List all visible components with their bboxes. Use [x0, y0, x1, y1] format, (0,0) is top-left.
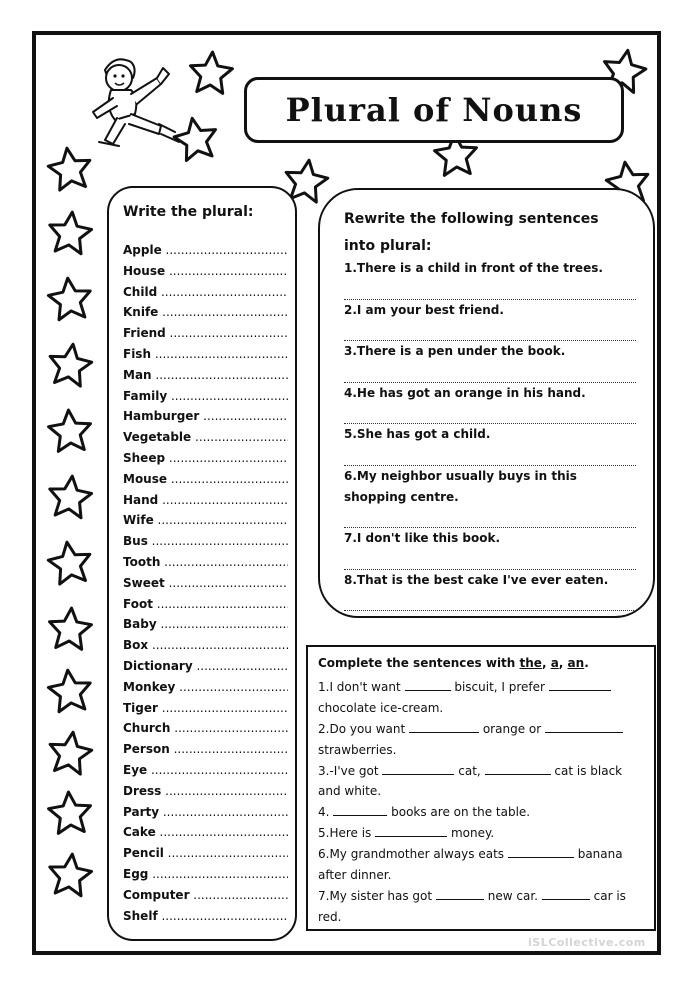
sentence-2-line-b: strawberries. — [318, 742, 397, 757]
noun-item: Sheep ..... — [123, 448, 288, 469]
sentence-4-line: 4. books are on the table. — [318, 805, 531, 820]
blank-6a[interactable] — [508, 845, 574, 858]
write-plural-heading: Write the plural: — [123, 204, 254, 220]
rewrite-list — [344, 258, 636, 611]
rewrite-sentence-4: 4.He has got an orange in his hand. — [344, 385, 586, 400]
noun-item: Vegetable ..... — [123, 427, 288, 448]
noun-item: Friend ..... — [123, 323, 288, 344]
noun-item: Man ..... — [123, 365, 288, 386]
rewrite-panel — [318, 188, 655, 618]
noun-item: Person ..... — [123, 739, 288, 760]
article-the: the — [519, 656, 542, 670]
noun-item: Tooth ..... — [123, 552, 288, 573]
blank-4a[interactable] — [333, 803, 387, 816]
noun-item: Wife ..... — [123, 510, 288, 531]
rewrite-sentence-7: 7.I don't like this book. — [344, 531, 501, 545]
answer-line-8[interactable] — [344, 591, 636, 612]
rewrite-sentence-6: 6.My neighbor usually buys in this shopping centre. — [344, 468, 577, 504]
sentence-1-line-b: chocolate ice-cream. — [318, 700, 444, 715]
sentence-7-line-a: 7.My sister has got new car. car is — [318, 888, 626, 903]
blank-7a[interactable] — [436, 887, 484, 900]
watermark: iSLCollective.com — [528, 936, 646, 949]
sentence-1-line-a: 1.I don't want biscuit, I prefer — [318, 677, 648, 698]
noun-item: Dictionary ..... — [123, 656, 288, 677]
answer-line-6[interactable] — [344, 508, 636, 529]
left-column-stars — [46, 145, 94, 896]
noun-item: Church ..... — [123, 718, 288, 739]
page-title: Plural of Nouns — [285, 91, 583, 129]
noun-item: Party ..... — [123, 802, 288, 823]
noun-item: Hand ..... — [123, 490, 288, 511]
noun-item: Egg ..... — [123, 864, 288, 885]
sentence-3-line-b: and white. — [318, 784, 382, 799]
sentence-5-line: 5.Here is money. — [318, 826, 495, 841]
noun-item: Mouse ..... — [123, 469, 288, 490]
write-plural-panel — [107, 186, 297, 941]
noun-list — [123, 240, 288, 926]
sentence-7-line-b: red. — [318, 909, 342, 924]
rewrite-sentence-5: 5.She has got a child. — [344, 427, 491, 441]
blank-7b[interactable] — [542, 887, 590, 900]
rewrite-sentence-3: 3.There is a pen under the book. — [344, 344, 566, 358]
ice-skater-illustration — [75, 48, 190, 163]
answer-line-7[interactable] — [344, 549, 636, 570]
noun-item: Knife ..... — [123, 302, 288, 323]
article-an: an — [567, 656, 585, 670]
noun-item: Computer ..... — [123, 885, 288, 906]
noun-item: Shelf ..... — [123, 906, 288, 927]
noun-item: Child ..... — [123, 282, 288, 303]
noun-item: Pencil ..... — [123, 843, 288, 864]
noun-item: Baby ..... — [123, 614, 288, 635]
noun-item: Bus ..... — [123, 531, 288, 552]
title-box — [244, 77, 624, 143]
articles-panel — [306, 645, 656, 931]
noun-item: Cake ..... — [123, 822, 288, 843]
sentence-2-line-a: 2.Do you want orange or — [318, 719, 648, 740]
noun-item: Tiger ..... — [123, 698, 288, 719]
sentence-6-line-b: after dinner. — [318, 868, 392, 883]
rewrite-sentence-1: 1.There is a child in front of the trees. — [344, 261, 603, 275]
blank-1b[interactable] — [549, 678, 611, 691]
answer-line-3[interactable] — [344, 362, 636, 383]
noun-item: Monkey ..... — [123, 677, 288, 698]
answer-line-1[interactable] — [344, 279, 636, 300]
blank-2b[interactable] — [545, 720, 623, 733]
sentence-3-line-a: 3.-I've got cat, cat is black — [318, 763, 623, 778]
blank-3a[interactable] — [382, 762, 454, 775]
noun-item: Apple ..... — [123, 240, 288, 261]
noun-item: Fish ..... — [123, 344, 288, 365]
answer-line-5[interactable] — [344, 445, 636, 466]
blank-5a[interactable] — [375, 824, 447, 837]
noun-item: Foot ..... — [123, 594, 288, 615]
blank-1a[interactable] — [405, 678, 451, 691]
noun-item: Eye ..... — [123, 760, 288, 781]
sentence-6-line-a: 6.My grandmother always eats banana — [318, 847, 623, 862]
answer-line-2[interactable] — [344, 321, 636, 342]
blank-3b[interactable] — [485, 762, 551, 775]
answer-line-4[interactable] — [344, 404, 636, 425]
rewrite-sentence-2: 2.I am your best friend. — [344, 302, 504, 317]
articles-heading: Complete the sentences with the, a, an. — [318, 656, 589, 670]
rewrite-sentence-8: 8.That is the best cake I've ever eaten. — [344, 572, 609, 587]
noun-item: Box ..... — [123, 635, 288, 656]
articles-sentences — [318, 677, 648, 928]
blank-2a[interactable] — [409, 720, 479, 733]
article-a: a — [550, 656, 559, 670]
noun-item: Sweet ..... — [123, 573, 288, 594]
noun-item: Family ..... — [123, 386, 288, 407]
rewrite-heading: Rewrite the following sentences into plural: — [344, 211, 599, 254]
noun-item: Hamburger ..... — [123, 406, 288, 427]
noun-item: Dress ..... — [123, 781, 288, 802]
noun-item: House ..... — [123, 261, 288, 282]
